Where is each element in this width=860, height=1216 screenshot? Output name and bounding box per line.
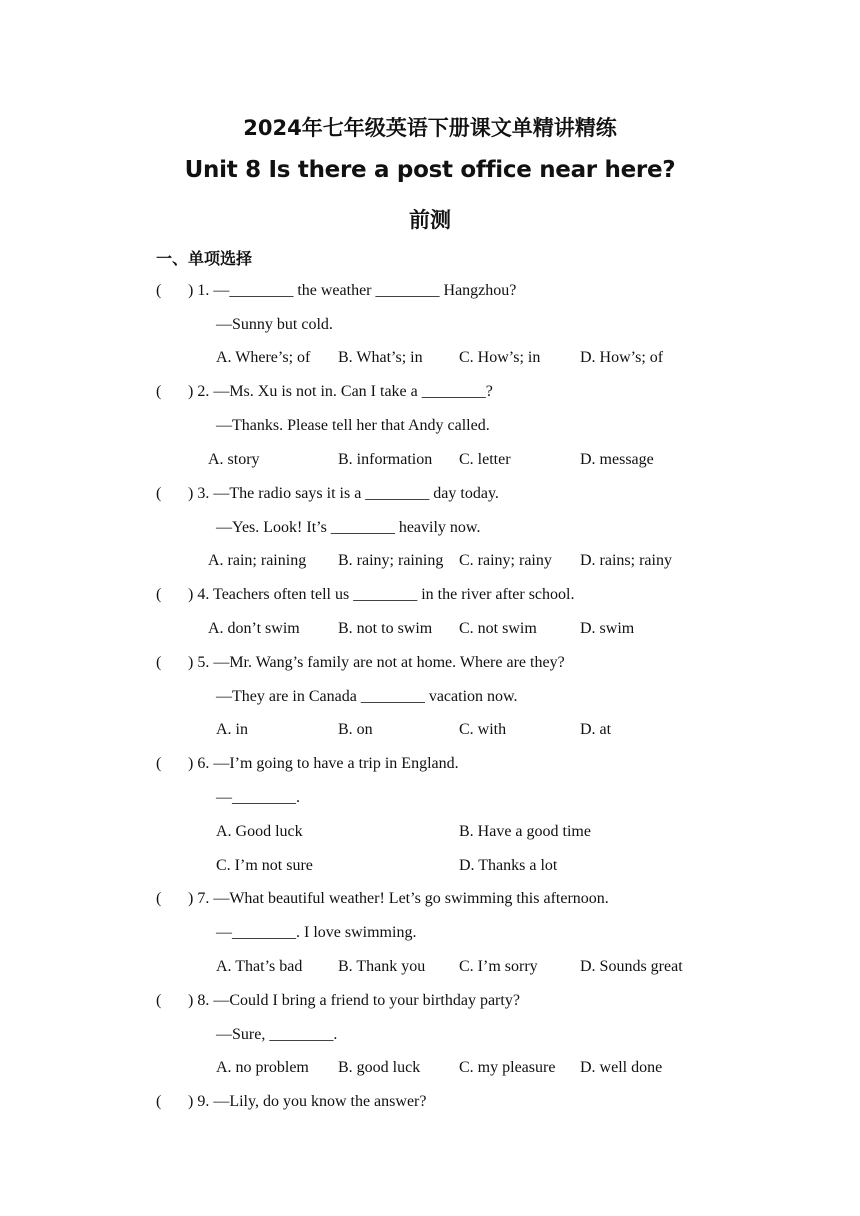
- question-5-reply: —They are in Canada ________ vacation now.: [216, 688, 518, 705]
- option-a[interactable]: A. Good luck: [216, 823, 303, 840]
- option-b[interactable]: B. on: [338, 721, 373, 738]
- question-2-stem: [156, 382, 493, 402]
- option-d[interactable]: D. swim: [580, 620, 635, 637]
- question-7-reply: —________. I love swimming.: [216, 924, 417, 941]
- answer-blank[interactable]: (: [156, 282, 162, 299]
- question-3-reply: —Yes. Look! It’s ________ heavily now.: [216, 519, 481, 536]
- unit-title: Unit 8 Is there a post office near here?: [184, 157, 676, 183]
- option-a[interactable]: A. Where’s; of: [216, 349, 311, 366]
- option-b[interactable]: B. What’s; in: [338, 349, 423, 366]
- option-a[interactable]: A. That’s bad: [216, 958, 303, 975]
- question-5-stem: [156, 653, 565, 673]
- option-a[interactable]: A. rain; raining: [208, 552, 307, 569]
- question-text: ) 8. —Could I bring a friend to your birthday party?: [188, 992, 520, 1009]
- question-text: ) 4. Teachers often tell us ________ in the river after school.: [188, 586, 575, 603]
- section-heading: 一、单项选择: [156, 249, 253, 268]
- option-c[interactable]: C. I’m sorry: [459, 958, 538, 975]
- option-c[interactable]: C. rainy; rainy: [459, 552, 552, 569]
- document-title: 2024年七年级英语下册课文单精讲精练: [243, 116, 617, 140]
- question-text: ) 7. —What beautiful weather! Let’s go swimming this afternoon.: [188, 890, 609, 907]
- option-d[interactable]: D. message: [580, 451, 654, 468]
- option-b[interactable]: B. information: [338, 451, 433, 468]
- answer-blank[interactable]: (: [156, 383, 162, 400]
- question-6-stem: [156, 754, 459, 774]
- option-a[interactable]: A. in: [216, 721, 248, 738]
- question-text: ) 5. —Mr. Wang’s family are not at home. Where are they?: [188, 654, 565, 671]
- option-b[interactable]: B. good luck: [338, 1059, 421, 1076]
- option-a[interactable]: A. story: [208, 451, 260, 468]
- option-c[interactable]: C. How’s; in: [459, 349, 541, 366]
- option-d[interactable]: D. How’s; of: [580, 349, 664, 366]
- question-text: ) 1. —________ the weather ________ Hangzhou?: [188, 282, 517, 299]
- question-3-stem: [156, 484, 499, 504]
- question-text: ) 6. —I’m going to have a trip in England.: [188, 755, 459, 772]
- question-2-reply: —Thanks. Please tell her that Andy called.: [216, 417, 490, 434]
- question-8-reply: —Sure, ________.: [216, 1026, 338, 1043]
- answer-blank[interactable]: (: [156, 485, 162, 502]
- option-c[interactable]: C. letter: [459, 451, 511, 468]
- question-7-stem: [156, 889, 609, 909]
- option-d[interactable]: D. at: [580, 721, 612, 738]
- answer-blank[interactable]: (: [156, 755, 162, 772]
- question-4-stem: [156, 585, 574, 605]
- answer-blank[interactable]: (: [156, 1093, 162, 1110]
- option-d[interactable]: D. rains; rainy: [580, 552, 672, 569]
- question-6-reply: —________.: [216, 789, 300, 806]
- question-text: ) 9. —Lily, do you know the answer?: [188, 1093, 427, 1110]
- option-d[interactable]: D. well done: [580, 1059, 663, 1076]
- option-a[interactable]: A. don’t swim: [208, 620, 300, 637]
- question-text: ) 2. —Ms. Xu is not in. Can I take a ________?: [188, 383, 493, 400]
- option-c[interactable]: C. not swim: [459, 620, 537, 637]
- answer-blank[interactable]: (: [156, 992, 162, 1009]
- option-b[interactable]: B. not to swim: [338, 620, 433, 637]
- option-c[interactable]: C. my pleasure: [459, 1059, 556, 1076]
- question-8-stem: [156, 991, 520, 1011]
- document-subtitle: 前测: [409, 208, 451, 232]
- question-1-stem: [156, 281, 516, 301]
- answer-blank[interactable]: (: [156, 890, 162, 907]
- question-9-stem: [156, 1092, 426, 1112]
- option-c[interactable]: C. I’m not sure: [216, 857, 313, 874]
- answer-blank[interactable]: (: [156, 586, 162, 603]
- answer-blank[interactable]: (: [156, 654, 162, 671]
- question-1-reply: —Sunny but cold.: [216, 316, 333, 333]
- option-d[interactable]: D. Thanks a lot: [459, 857, 558, 874]
- option-c[interactable]: C. with: [459, 721, 507, 738]
- option-a[interactable]: A. no problem: [216, 1059, 309, 1076]
- option-d[interactable]: D. Sounds great: [580, 958, 683, 975]
- question-text: ) 3. —The radio says it is a ________ day today.: [188, 485, 499, 502]
- option-b[interactable]: B. Thank you: [338, 958, 426, 975]
- option-b[interactable]: B. rainy; raining: [338, 552, 444, 569]
- option-b[interactable]: B. Have a good time: [459, 823, 591, 840]
